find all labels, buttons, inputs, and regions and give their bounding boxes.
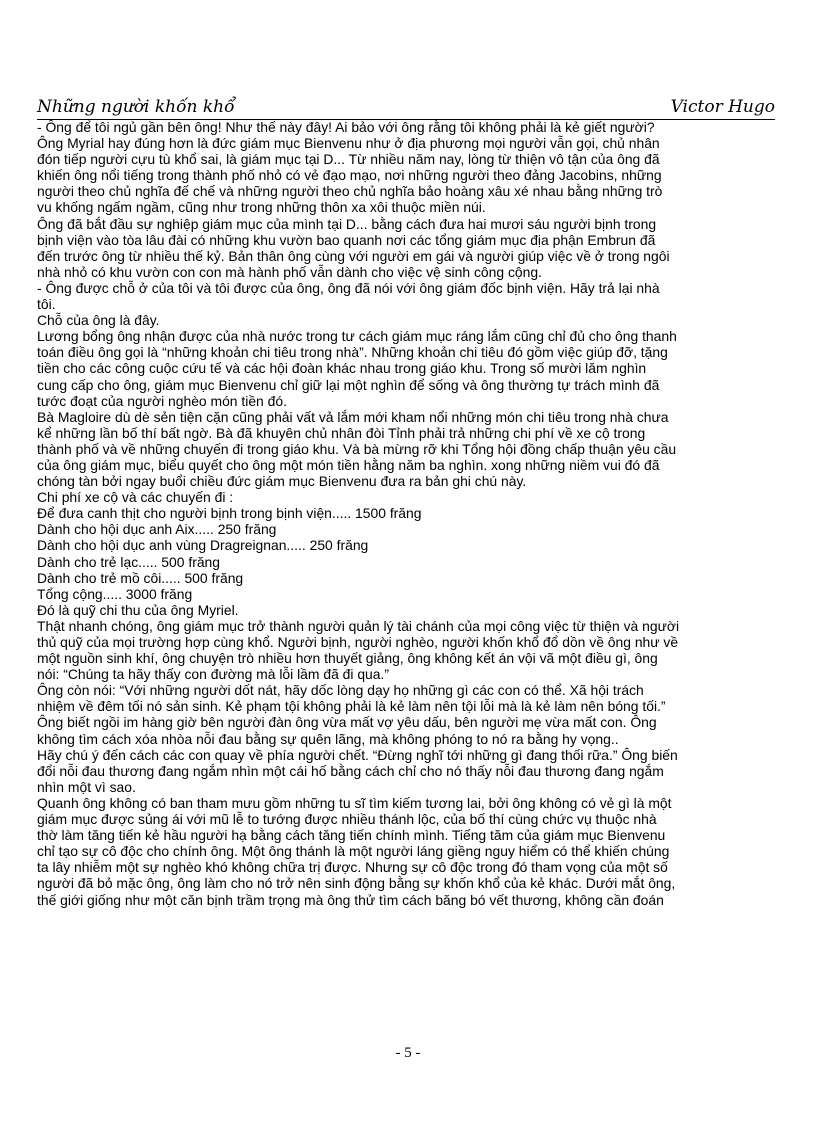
paragraph: - Ông để tôi ngủ gần bên ông! Như thế này đây! Ai bảo với ông rằng tôi không phải là kẻ giết người? bbox=[37, 119, 655, 135]
page-number: - 5 - bbox=[395, 1045, 421, 1061]
paragraph: Bà Magloire dù dè sẻn tiện cặn cũng phải vất vả lắm mới kham nổi những món chi tiêu trong nhà chưa kể những lần bố thí bất ngờ. Bà đã khuyên chủ nhân đòi Tỉnh phải trả những chi phí về xe cộ trong thành phố và về những chuyến đi trong giáo khu. Và bà mừng rỡ khi Tổng hội đồng chấp thuận yêu cầu của ông giám mục, biểu quyết cho ông một món tiền hằng năm ba nghìn. xong những niềm vui đó đã chóng tàn bởi ngay buổi chiều đức giám mục Bienvenu đưa ra bản ghi chú này. bbox=[37, 408, 677, 490]
paragraph: Ông đã bắt đầu sự nghiệp giám mục của mình tại D... bằng cách đưa hai mươi sáu người bịnh trong bịnh viện vào tòa lâu đài có những khu vườn bao quanh nơi các tổng giám mục địa phận Embrun đã đến trước ông từ nhiều thế kỷ. Bản thân ông cùng với người em gái và người giúp việc về ở trong ngôi nhà nhỏ có khu vườn con con mà hành phố vẫn dành cho việc vệ sinh công cộng. bbox=[37, 215, 670, 280]
list-heading: Chi phí xe cộ và các chuyến đi : bbox=[37, 489, 234, 506]
paragraph: Quanh ông không có ban tham mưu gồm những tu sĩ tìm kiếm tương lai, bởi ông không có vẻ gì là một giám mục được sủng ái với mũ lễ to tướng được nhiều thánh lộc, của bố thí cùng chức vụ thuộc nhà thờ làm tăng tiến kẻ hầu người hạ bằng cách tăng tiến chính mình. Tiếng tăm của giám mục Bienvenu chỉ tạo sự cô độc cho chính ông. Một ông thánh là một người láng giềng nguy hiểm có thể khiến chúng ta lây nhiễm một sự nghèo khó không chữa trị được. Nhưng sự cô độc trong đó tham vọng của một số người đã bỏ mặc ông, ông làm cho nó trở nên sinh động bằng sự khốn khổ của kẻ khác. Dưới mắt ông, thế giới giống như một căn bịnh trầm trọng mà ông thử tìm cách băng bó vết thương, không cần đoán bbox=[37, 794, 676, 908]
author-name: Victor Hugo bbox=[670, 97, 775, 117]
body-text bbox=[37, 119, 779, 908]
running-header bbox=[37, 97, 775, 120]
list-item: Dành cho hội dục anh Aix..... 250 frăng bbox=[37, 521, 277, 538]
paragraph: Đó là quỹ chi thu của ông Myriel. bbox=[37, 601, 239, 618]
paragraph: Ông còn nói: “Với những người dốt nát, hãy dốc lòng dạy họ những gì các con có thể. Xã hội trách nhiệm về đêm tối nó sản sinh. Kẻ phạm tội không phải là kẻ làm nên tội lỗi mà là kẻ làm nên bóng tối.” Ông biết ngồi im hàng giờ bên người đàn ông vừa mất vợ yêu dấu, bên người mẹ vừa mất con. Ông không tìm cách xóa nhòa nỗi đau bằng sự quên lãng, mà không phóng to nó ra bằng hy vọng.. bbox=[37, 682, 666, 747]
list-total: Tổng cộng..... 3000 frăng bbox=[37, 585, 193, 602]
list-item: Để đưa canh thịt cho người bịnh trong bịnh viện..... 1500 frăng bbox=[37, 505, 422, 522]
paragraph: Thật nhanh chóng, ông giám mục trở thành người quản lý tài chánh của mọi công việc từ thiện và người thủ quỹ của mọi trường hợp cùng khổ. Người bịnh, người nghèo, người khốn khổ đổ dồn về ông như về một nguồn sinh khí, ông chuyện trò nhiều hơn thuyết giảng, ông không kết án vội vã một điều gì, ông nói: “Chúng ta hãy thấy con đường mà lỗi lầm đã đi qua.” bbox=[37, 617, 680, 683]
list-item: Dành cho trẻ lạc..... 500 frăng bbox=[37, 553, 220, 570]
paragraph: Ông Myrial hay đúng hơn là đức giám mục Bienvenu như ở địa phương mọi người vẫn gọi, chủ nhân đón tiếp người cựu tù khổ sai, là giám mục tại D... Từ nhiều năm nay, lòng từ thiện vô tận của ông đã khiến ông nổi tiếng trong thành phố nhỏ có vẻ đạo mạo, nơi những người theo đảng Jacobins, những người theo chủ nghĩa đế chế và những người theo chủ nghĩa bảo hoàng xâu xé nhau bằng những trò vu khống ngấm ngầm, cũng như trong những thôn xa xôi thuộc miền núi. bbox=[37, 135, 663, 216]
book-title: Những người khốn khổ bbox=[37, 97, 235, 117]
paragraph: Chỗ của ông là đây. bbox=[37, 312, 160, 329]
paragraph: Lương bổng ông nhận được của nhà nước trong tư cách giám mục ráng lắm cũng chỉ đủ cho ông thanh toán điều ông gọi là “những khoản chi tiêu trong nhà”. Những khoản chi tiêu đó gồm việc giúp đỡ, tặng tiền cho các công cuộc cứu tế và các hội đoàn khác nhau trong giáo khu. Trong số mười lăm nghìn cung cấp cho ông, giám mục Bienvenu chỉ giữ lại một nghìn để sống và ông thường tự trách mình đã tước đoạt của người nghèo món tiền đó. bbox=[37, 328, 677, 409]
list-item: Dành cho hội dục anh vùng Dragreignan..... 250 frăng bbox=[37, 537, 369, 554]
paragraph: - Ông được chỗ ở của tôi và tôi được của ông, ông đã nói với ông giám đốc bịnh viện. Hãy trả lại nhà tôi. bbox=[37, 279, 660, 313]
paragraph: Hãy chú ý đến cách các con quay về phía người chết. “Đừng nghĩ tới những gì đang thối rữa.” Ông biến đổi nỗi đau thương đang ngắm nhìn một cái hố bằng cách chỉ cho nó thấy nỗi đau thương đang ngắm nhìn một vì sao. bbox=[37, 746, 678, 795]
list-item: Dành cho trẻ mồ côi..... 500 frăng bbox=[37, 569, 244, 586]
